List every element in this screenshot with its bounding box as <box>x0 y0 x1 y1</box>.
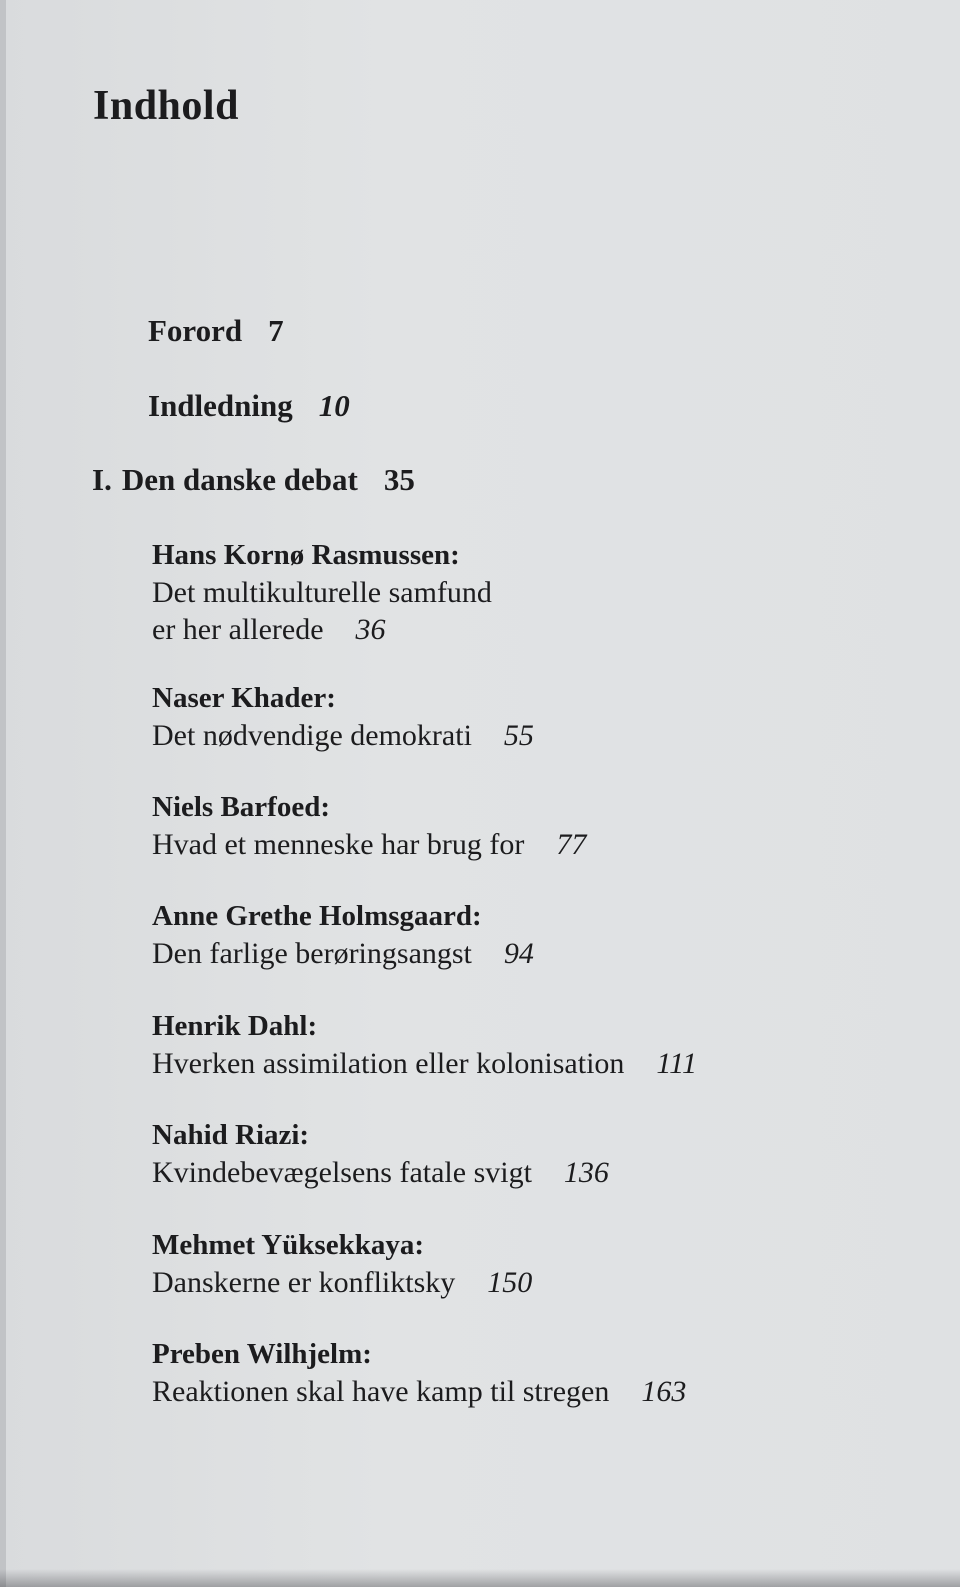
essay-author: Henrik Dahl: <box>152 1010 318 1042</box>
essay-author: Naser Khader: <box>152 682 336 714</box>
toc-entry-label: Indledning <box>148 388 293 423</box>
essay-title-text: Hverken assimilation eller kolonisation <box>152 1047 625 1080</box>
toc-entry-indledning <box>148 388 350 424</box>
essay-page: 55 <box>503 719 534 752</box>
essay-title-text: Reaktionen skal have kamp til stregen <box>152 1375 610 1408</box>
page-title: Indhold <box>93 83 239 129</box>
essay-title-line <box>152 1264 932 1301</box>
essay-title-line <box>152 1373 932 1410</box>
toc-essay-entry <box>152 1336 932 1410</box>
toc-essay-entry <box>152 789 932 863</box>
essay-title-text: Hvad et menneske har brug for <box>152 828 525 861</box>
toc-essay-entry <box>152 898 932 972</box>
essay-title-line: Det multikulturelle samfund <box>152 576 492 609</box>
essay-title-line <box>152 935 932 972</box>
toc-entry-page: 7 <box>268 313 284 348</box>
essay-page: 94 <box>503 937 534 970</box>
essay-title-text: er her allerede <box>152 613 324 646</box>
toc-section-heading <box>92 462 415 498</box>
essay-title-line <box>152 1045 932 1082</box>
essay-title-line <box>152 611 932 648</box>
toc-essay-entry <box>152 680 932 754</box>
toc-entry-forord <box>148 313 284 349</box>
essay-author: Niels Barfoed: <box>152 791 330 823</box>
toc-essay-entry <box>152 537 932 648</box>
essay-page: 150 <box>487 1266 533 1299</box>
essay-author: Nahid Riazi: <box>152 1119 310 1151</box>
section-numeral: I. <box>92 462 112 497</box>
toc-entry-label: Forord <box>148 313 243 348</box>
essay-author: Mehmet Yüksekkaya: <box>152 1229 425 1261</box>
essay-page: 77 <box>556 828 587 861</box>
section-label: Den danske debat <box>121 462 358 497</box>
toc-essay-entry <box>152 1008 932 1082</box>
essay-title-text: Danskerne er konfliktsky <box>152 1266 456 1299</box>
essay-author: Preben Wilhjelm: <box>152 1338 372 1370</box>
toc-essay-entry <box>152 1117 932 1191</box>
essay-author: Hans Kornø Rasmussen: <box>152 539 460 571</box>
essay-page: 36 <box>355 613 386 646</box>
essay-title-text: Kvindebevægelsens fatale svigt <box>152 1156 532 1189</box>
essay-page: 111 <box>656 1047 697 1080</box>
essay-title-text: Den farlige berøringsangst <box>152 937 472 970</box>
section-page: 35 <box>383 462 415 497</box>
essay-page: 163 <box>641 1375 687 1408</box>
toc-essay-entry <box>152 1227 932 1301</box>
essay-title-line <box>152 1154 932 1191</box>
essay-page: 136 <box>563 1156 609 1189</box>
essay-title-line <box>152 717 932 754</box>
essay-title-line <box>152 826 932 863</box>
essay-title-text: Det nødvendige demokrati <box>152 719 472 752</box>
page-bottom-shadow <box>0 1569 960 1587</box>
toc-entry-page: 10 <box>318 388 350 423</box>
essay-author: Anne Grethe Holmsgaard: <box>152 900 482 932</box>
page-edge-shadow <box>0 0 6 1587</box>
